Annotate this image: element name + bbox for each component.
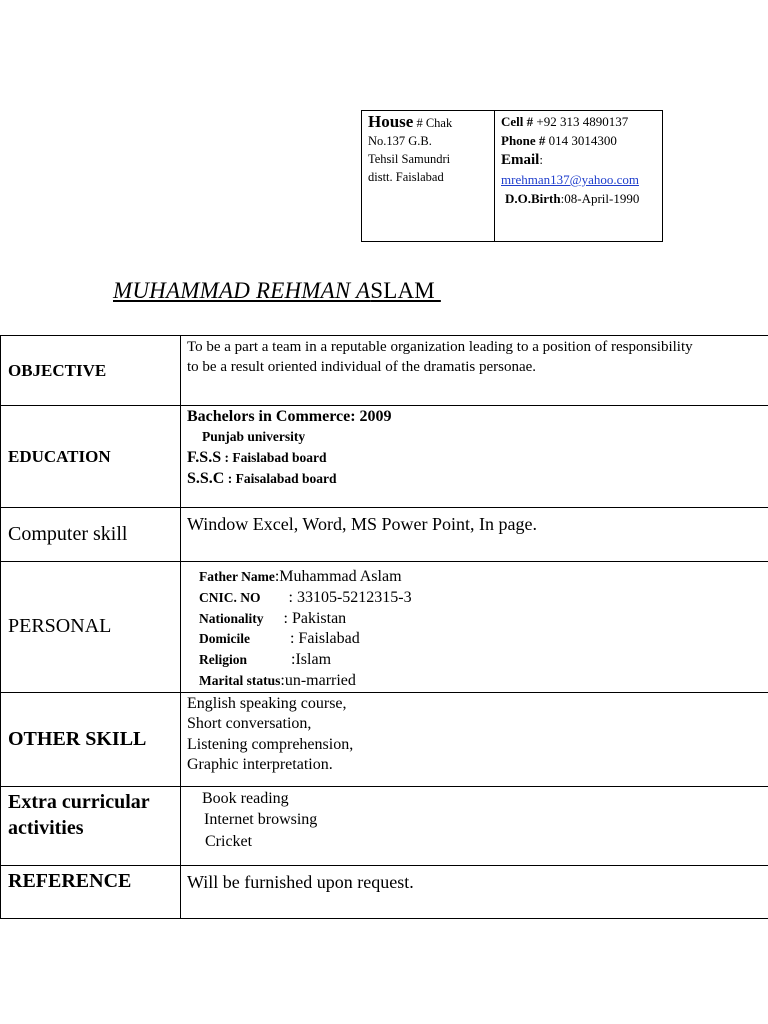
ssc-line <box>187 468 768 489</box>
education-label: EDUCATION <box>8 446 111 466</box>
personal-key: Religion <box>199 652 248 668</box>
personal-key: CNIC. NO <box>199 589 261 605</box>
personal-detail-row <box>199 588 768 609</box>
extra-curricular-label: Extra curricular activities <box>8 790 150 839</box>
education-content-cell <box>181 406 768 508</box>
dob-value: :08-April-1990 <box>560 191 640 206</box>
address-line-2: No.137 G.B. <box>368 134 432 148</box>
personal-key: Father Name <box>199 569 275 584</box>
name-plain-part: SLAM <box>370 278 441 303</box>
extra-curricular-list <box>187 788 768 853</box>
personal-value: :un-married <box>280 671 356 689</box>
extra-curricular-row <box>1 786 768 865</box>
email-link[interactable]: mrehman137@yahoo.com <box>501 172 639 187</box>
reference-text: Will be furnished upon request. <box>187 871 414 892</box>
ssc-key: S.S.C <box>187 470 225 487</box>
cell-value: +92 313 4890137 <box>533 114 629 129</box>
fss-line <box>187 447 768 468</box>
address-line-4: distt. Faislabad <box>368 170 444 184</box>
personal-value: :Muhammad Aslam <box>274 568 402 585</box>
other-skill-label: OTHER SKILL <box>8 727 147 750</box>
phone-label: Phone # <box>501 133 546 148</box>
personal-details-list <box>187 563 768 692</box>
personal-key: Marital status <box>199 672 281 688</box>
computer-skill-row <box>1 508 768 562</box>
extra-content-cell <box>181 786 768 865</box>
university-line: Punjab university <box>202 429 306 444</box>
contact-details <box>495 111 662 241</box>
other-skill-line: Listening comprehension, <box>187 735 354 753</box>
personal-detail-row <box>199 671 768 692</box>
computer-skill-text: Window Excel, Word, MS Power Point, In page. <box>187 514 537 534</box>
address-line-3: Tehsil Samundri <box>368 152 451 166</box>
other-skill-line: Graphic interpretation. <box>187 756 333 774</box>
resume-table <box>0 335 768 919</box>
personal-value: : 33105-5212315-3 <box>260 588 412 606</box>
education-label-cell <box>1 406 181 508</box>
personal-value: :Islam <box>247 651 332 669</box>
personal-detail-row <box>199 609 768 630</box>
house-text: # Chak <box>413 116 453 130</box>
objective-label: OBJECTIVE <box>8 360 107 380</box>
cell-label: Cell # <box>501 114 534 129</box>
other-label-cell <box>1 692 181 786</box>
email-separator: : <box>539 152 543 167</box>
extra-label-cell <box>1 786 181 865</box>
education-row <box>1 406 768 508</box>
personal-key: Nationality <box>199 610 264 626</box>
reference-content-cell <box>181 865 768 918</box>
reference-label: REFERENCE <box>8 869 132 892</box>
objective-row <box>1 336 768 406</box>
ssc-value: : Faisalabad board <box>224 471 337 486</box>
objective-line-2: to be a result oriented individual of the dramatis personae. <box>187 359 537 375</box>
personal-detail-row <box>199 567 768 588</box>
personal-label-cell <box>1 562 181 693</box>
other-skill-row <box>1 692 768 786</box>
address-block <box>362 111 495 241</box>
reference-label-cell <box>1 865 181 918</box>
fss-key: F.S.S <box>187 449 222 466</box>
computer-skill-label: Computer skill <box>8 523 128 545</box>
name-italic-part: MUHAMMAD REHMAN A <box>113 278 371 303</box>
other-skill-line: English speaking course, <box>187 694 347 712</box>
extra-item: Cricket <box>205 832 253 850</box>
dob-label: D.O.Birth <box>505 191 561 206</box>
extra-item: Internet browsing <box>204 811 318 829</box>
personal-value: : Faislabad <box>249 630 360 648</box>
personal-value: : Pakistan <box>263 609 347 627</box>
personal-detail-row <box>199 650 768 671</box>
phone-value: 014 3014300 <box>545 133 617 148</box>
personal-key: Domicile <box>199 631 250 647</box>
other-content-cell <box>181 692 768 786</box>
degree-line: Bachelors in Commerce: 2009 <box>187 408 392 425</box>
contact-box <box>361 110 663 242</box>
personal-row <box>1 562 768 693</box>
personal-detail-row <box>199 629 768 650</box>
candidate-name <box>113 278 441 304</box>
computer-label-cell <box>1 508 181 562</box>
reference-row <box>1 865 768 918</box>
computer-content-cell <box>181 508 768 562</box>
objective-label-cell <box>1 336 181 406</box>
house-label: House <box>368 112 414 131</box>
personal-content-cell <box>181 562 768 693</box>
email-label: Email <box>501 152 540 168</box>
fss-value: : Faislabad board <box>221 450 327 465</box>
extra-item: Book reading <box>202 789 289 807</box>
objective-line-1: To be a part a team in a reputable organization leading to a position of responsibility <box>187 339 693 355</box>
other-skill-line: Short conversation, <box>187 715 312 733</box>
personal-label: PERSONAL <box>8 615 112 638</box>
objective-content-cell <box>181 336 768 406</box>
